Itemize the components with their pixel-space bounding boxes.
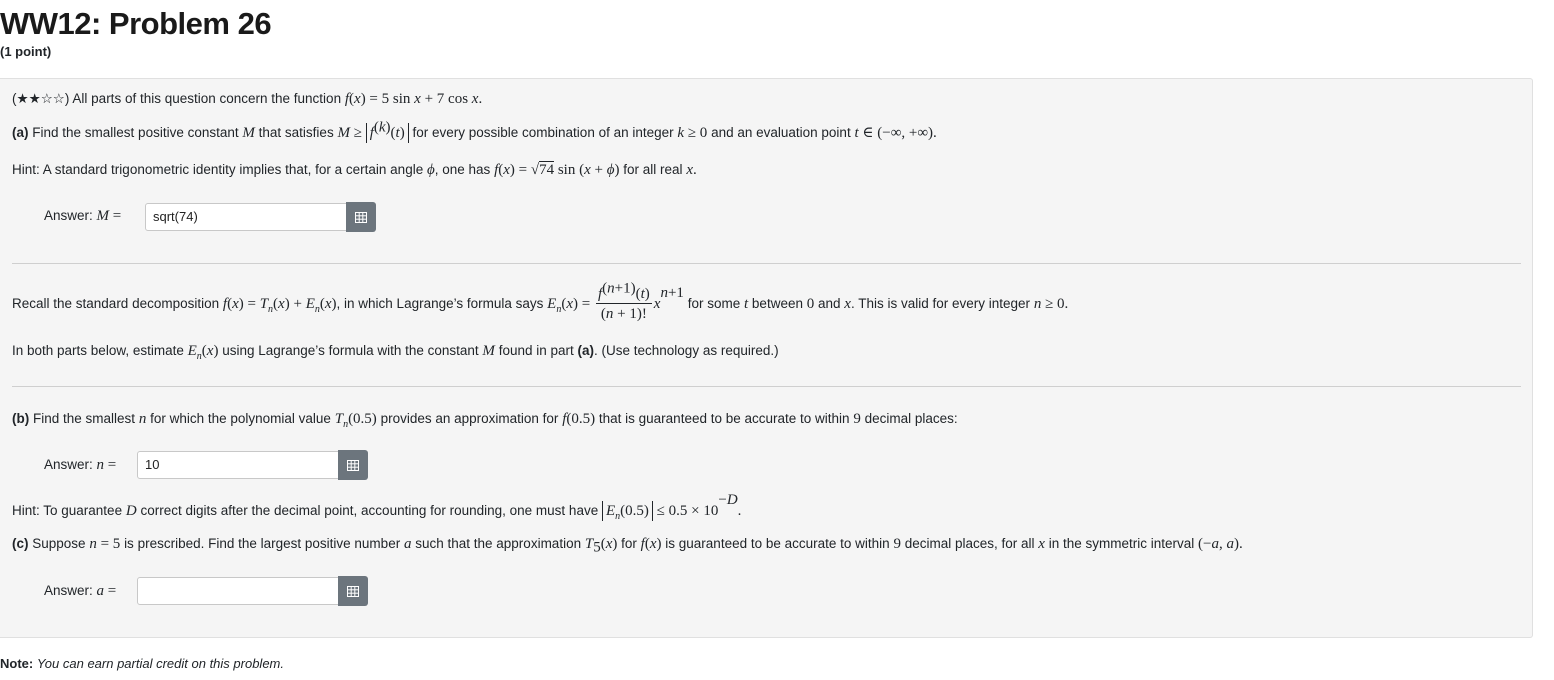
estimate-text-1: In both parts below, estimate: [12, 343, 184, 358]
estimate-text-2: using Lagrange’s formula with the constant: [222, 343, 479, 358]
part-c-text-2: is prescribed. Find the largest positive number: [124, 536, 401, 551]
problem-points: (1 point): [0, 44, 52, 59]
difficulty-stars: (★★☆☆): [12, 91, 70, 106]
equation-editor-button-c[interactable]: [338, 576, 368, 606]
answer-b-input[interactable]: 10: [137, 451, 339, 479]
lagrange-text-6: . This is valid for every integer: [850, 296, 1031, 312]
lagrange-text-5: and: [818, 296, 841, 312]
part-b-label: (b): [12, 411, 30, 426]
part-a-text-after: for every possible combination of an integer: [412, 125, 674, 140]
part-c-label: (c): [12, 536, 29, 551]
part-b-text-3: provides an approximation for: [380, 411, 559, 426]
note-text: You can earn partial credit on this problem.: [36, 656, 284, 671]
part-a-hint: Hint: A standard trigonometric identity implies that, for a certain angle ϕ, one has f(x) = √74 sin (x + ϕ) for all real x.: [12, 162, 697, 178]
hint-a-text-3: for all real: [623, 162, 683, 177]
problem-title: WW12: Problem 26: [0, 6, 272, 41]
hint-b-text-1: Hint: To guarantee: [12, 503, 123, 518]
part-a-text-mid: that satisfies: [258, 125, 334, 140]
part-c-text-3: such that the approximation: [415, 536, 582, 551]
part-b-text-5: decimal places:: [864, 411, 958, 426]
part-b-hint: Hint: To guarantee D correct digits after the decimal point, accounting for rounding, one must have $E_n(0.5) \le 0.5 \times 10^{-D}$.: [12, 491, 742, 522]
equation-editor-button-b[interactable]: [338, 450, 368, 480]
part-b-text-2: for which the polynomial value: [150, 411, 331, 426]
problem-body: [0, 78, 1533, 638]
part-c-text-5: is guaranteed to be accurate to within: [665, 536, 890, 551]
hint-b-text-2: correct digits after the decimal point, accounting for rounding, one must have: [140, 503, 599, 518]
equation-editor-button-a[interactable]: [346, 202, 376, 232]
partial-credit-note: [0, 656, 284, 671]
part-c-text-7: in the symmetric interval: [1048, 536, 1195, 551]
answer-c-input[interactable]: [137, 577, 339, 605]
lagrange-fraction: $\frac{f^{(n+1)}(t)}{(n + 1)!}$: [597, 280, 650, 322]
answer-b-label-text: Answer:: [44, 457, 93, 472]
estimate-paragraph: In both parts below, estimate $E_n(x)$ using Lagrange’s formula with the constant M found in part (a). (Use technology as required.): [12, 343, 779, 362]
hint-a-text: Hint: A standard trigonometric identity implies that, for a certain angle: [12, 162, 424, 177]
part-b-text-4: that is guaranteed to be accurate to within: [598, 411, 850, 426]
function-formula: f: [344, 91, 350, 107]
answer-a-label: Answer: M =: [44, 208, 122, 224]
lagrange-paragraph: Recall the standard decomposition $f(x) = T_n(x) + E_n(x)$, in which Lagrange’s formula says $E_n(x)$ = $\frac{f^{(n+1)}(t)}{(n + 1)!}$ $x^{n+1}$ for some t between 0 and x. This is valid for every integer n ≥ 0.: [12, 280, 1069, 322]
part-a-text: Find the smallest positive constant: [32, 125, 239, 140]
part-a-text-point: and an evaluation point: [711, 125, 851, 140]
divider-2: [12, 386, 1521, 387]
estimate-text-4: . (Use technology as required.): [594, 343, 779, 358]
hint-a-text-2: , one has: [434, 162, 491, 177]
answer-a-label-text: Answer:: [44, 208, 93, 223]
divider-1: [12, 263, 1521, 264]
note-label: Note:: [0, 656, 34, 671]
estimate-text-3: found in part: [498, 343, 574, 358]
lagrange-text-2: , in which Lagrange’s formula says: [336, 296, 544, 312]
answer-c-label-text: Answer:: [44, 583, 93, 598]
part-a-label: (a): [12, 125, 29, 140]
part-a-question: (a) Find the smallest positive constant M that satisfies $M \ge f^{(k)}(t)$ for every possible combination of an integer k ≥ 0 and an evaluation point t ∈ (−∞, +∞).: [12, 119, 937, 141]
answer-b-label: Answer: n =: [44, 457, 117, 473]
lagrange-text-4: between: [751, 296, 803, 312]
lagrange-text-3: for some: [687, 296, 741, 312]
part-c-text-4: for: [621, 536, 637, 551]
grid-icon: [347, 586, 359, 597]
grid-icon: [347, 460, 359, 471]
answer-a-input[interactable]: sqrt(74): [145, 203, 347, 231]
intro-line: (★★☆☆) All parts of this question concern the function f(x) = 5 sin x + 7 cos x.: [12, 91, 483, 107]
answer-c-label: Answer: a =: [44, 583, 117, 599]
part-c-text-1: Suppose: [32, 536, 86, 551]
estimate-part-ref: (a): [577, 343, 595, 358]
grid-icon: [355, 212, 367, 223]
part-c-text-6: decimal places, for all: [904, 536, 1035, 551]
lagrange-text-1: Recall the standard decomposition: [12, 296, 220, 312]
part-b-question: (b) Find the smallest n for which the polynomial value $T_n(0.5)$ provides an approximation for f(0.5) that is guaranteed to be accurate to within 9 decimal places:: [12, 411, 958, 430]
intro-text: All parts of this question concern the function: [72, 91, 342, 106]
part-c-question: (c) Suppose n = 5 is prescribed. Find the largest positive number a such that the approximation $T_5(x)$ for f(x) is guaranteed to be accurate to within 9 decimal places, for all x in the symmetric interval (−a, a).: [12, 536, 1243, 556]
part-b-text-1: Find the smallest: [33, 411, 136, 426]
